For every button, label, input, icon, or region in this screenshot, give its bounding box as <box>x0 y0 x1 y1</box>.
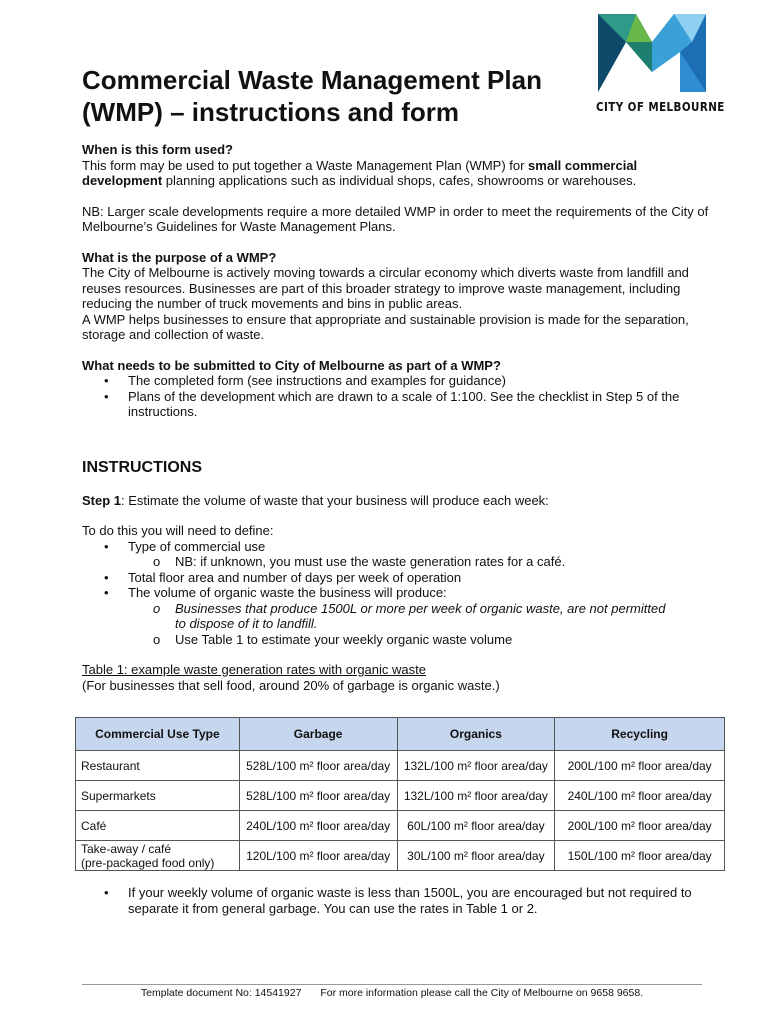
define-list <box>82 539 712 648</box>
list-item: • Total floor area and number of days per week of operation <box>82 570 712 586</box>
nb-paragraph: NB: Larger scale developments require a more detailed WMP in order to meet the requirements of the City of Melbourne’s Guidelines for Waste Management Plans. <box>82 203 709 234</box>
table-cell: 120L/100 m² floor area/day <box>239 841 397 871</box>
table-header: Commercial Use Type <box>76 718 240 751</box>
purpose-paragraph-2: A WMP helps businesses to ensure that appropriate and sustainable provision is made for the separation, storage and collection of waste. <box>82 311 689 342</box>
table-cell: 528L/100 m² floor area/day <box>239 781 397 811</box>
table-note: (For businesses that sell food, around 20% of garbage is organic waste.) <box>82 677 500 693</box>
table-caption: Table 1: example waste generation rates with organic waste <box>82 662 426 677</box>
table-cell: 150L/100 m² floor area/day <box>555 841 725 871</box>
cell-line: Take-away / café <box>81 841 172 856</box>
table-cell: 528L/100 m² floor area/day <box>239 751 397 781</box>
table-cell: 30L/100 m² floor area/day <box>397 841 555 871</box>
table-header: Garbage <box>239 718 397 751</box>
sub-list <box>82 601 712 648</box>
footer-info: For more information please call the City of Melbourne on 9658 9658. <box>320 987 644 999</box>
define-paragraph: To do this you will need to define: <box>82 523 274 538</box>
city-of-melbourne-logo <box>596 12 725 114</box>
table-cell: Restaurant <box>76 751 240 781</box>
table-cell: 60L/100 m² floor area/day <box>397 811 555 841</box>
step1-text: : Estimate the volume of waste that your business will produce each week: <box>121 492 549 508</box>
step1-paragraph <box>82 493 712 509</box>
table-header: Organics <box>397 718 555 751</box>
when-text-a: This form may be used to put together a Waste Management Plan (WMP) for <box>82 157 529 173</box>
logo-text: CITY OF MELBOURNE <box>596 100 725 114</box>
sub-list <box>82 554 712 570</box>
sub-list-item: o Use Table 1 to estimate your weekly organic waste volume <box>82 632 712 648</box>
table-header: Recycling <box>555 718 725 751</box>
sub-list-item: o NB: if unknown, you must use the waste generation rates for a café. <box>82 554 712 570</box>
table-cell: 200L/100 m² floor area/day <box>555 751 725 781</box>
list-item: • The completed form (see instructions and examples for guidance) <box>82 373 712 389</box>
footer-divider <box>82 984 702 985</box>
footer <box>82 987 702 999</box>
submit-list <box>82 373 712 420</box>
table-cell: Supermarkets <box>76 781 240 811</box>
when-text-bold: small commercial development <box>82 157 638 188</box>
waste-rates-table <box>75 717 725 871</box>
when-paragraph <box>82 158 712 189</box>
list-item <box>82 585 712 647</box>
purpose-paragraph-1: The City of Melbourne is actively moving towards a circular economy which diverts waste from landfill and reuses resources. Businesses are part of this broader strategy to improve waste management, including reducing the number of truck movements and bins in public areas. <box>82 265 689 311</box>
submit-heading: What needs to be submitted to City of Melbourne as part of a WMP? <box>82 357 501 373</box>
table-cell <box>76 841 240 871</box>
list-item: • If your weekly volume of organic waste is less than 1500L, you are encouraged but not required to separate it from general garbage. You can use the rates in Table 1 or 2. <box>82 885 712 916</box>
purpose-heading: What is the purpose of a WMP? <box>82 249 277 265</box>
page-title: Commercial Waste Management Plan (WMP) – instructions and form <box>82 65 542 127</box>
after-table-note <box>82 885 712 916</box>
table-cell: 240L/100 m² floor area/day <box>555 781 725 811</box>
after-list <box>82 885 712 916</box>
footer-doc-number: Template document No: 14541927 <box>140 987 302 999</box>
list-item: • Plans of the development which are drawn to a scale of 1:100. See the checklist in Step 5 of the instructions. <box>82 389 712 420</box>
when-text-b: planning applications such as individual shops, cafes, showrooms or warehouses. <box>162 173 637 188</box>
melbourne-m-logo-icon <box>596 12 708 94</box>
main-content <box>82 142 712 693</box>
list-item-text: The volume of organic waste the business will produce: <box>128 585 447 600</box>
table-row <box>76 811 725 841</box>
instructions-heading: INSTRUCTIONS <box>82 458 202 476</box>
table-header-row <box>76 718 725 751</box>
list-item-text: Type of commercial use <box>128 538 266 554</box>
table-cell: 132L/100 m² floor area/day <box>397 781 555 811</box>
table-cell: 240L/100 m² floor area/day <box>239 811 397 841</box>
list-item <box>82 539 712 570</box>
cell-line: (pre-packaged food only) <box>81 855 215 870</box>
table-row <box>76 751 725 781</box>
when-heading: When is this form used? <box>82 142 233 157</box>
table-row <box>76 781 725 811</box>
table-row <box>76 841 725 871</box>
step1-label: Step 1 <box>82 492 122 508</box>
table-cell: 200L/100 m² floor area/day <box>555 811 725 841</box>
table-cell: Café <box>76 811 240 841</box>
table-cell: 132L/100 m² floor area/day <box>397 751 555 781</box>
sub-list-item: o Businesses that produce 1500L or more per week of organic waste, are not permitted to dispose of it to landfill. <box>82 601 712 632</box>
